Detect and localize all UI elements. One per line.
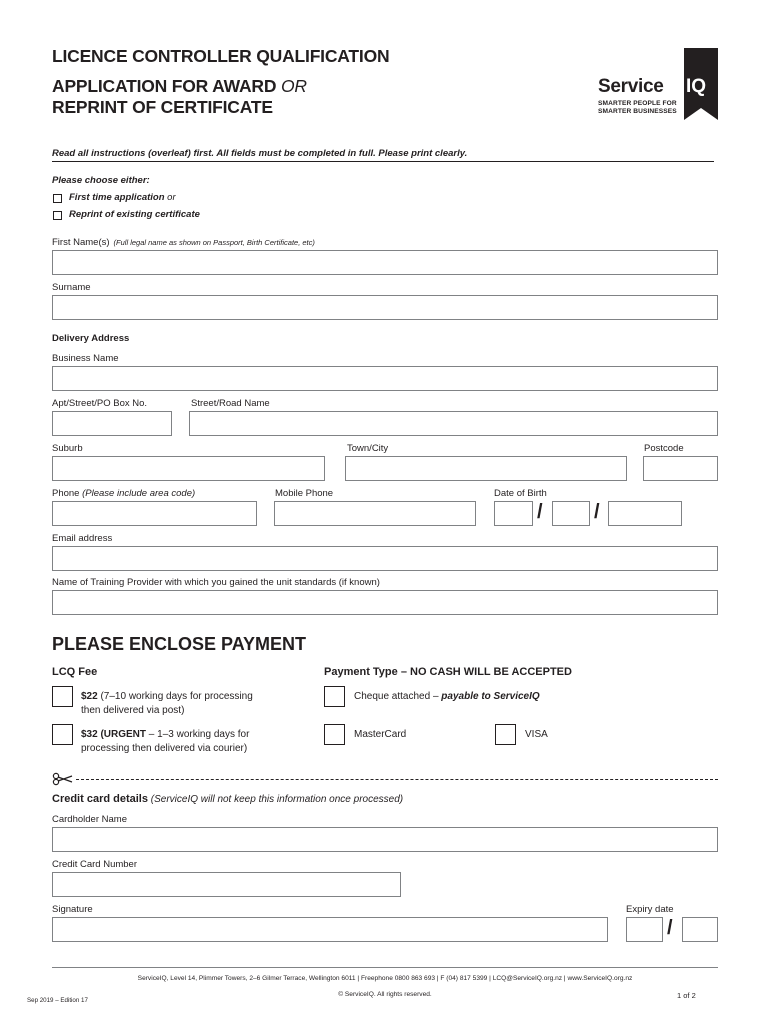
business-name-label: Business Name [52, 353, 119, 364]
phone-text: Phone [52, 488, 83, 499]
surname-input[interactable] [52, 295, 718, 320]
postcode-label: Postcode [644, 443, 684, 454]
street-input[interactable] [189, 411, 718, 436]
cheque-payable: payable to ServiceIQ [441, 691, 540, 702]
footer-rule [52, 967, 718, 968]
first-name-label [52, 237, 315, 248]
town-input[interactable] [345, 456, 627, 481]
expiry-label: Expiry date [626, 904, 674, 915]
expiry-year-input[interactable] [682, 917, 718, 942]
form-title-line1: LICENCE CONTROLLER QUALIFICATION [52, 46, 390, 66]
credit-heading-note: (ServiceIQ will not keep this information once processed) [147, 794, 404, 805]
visa-label: VISA [525, 729, 548, 740]
dob-separator-2: / [594, 501, 600, 523]
street-label: Street/Road Name [191, 398, 270, 409]
email-label: Email address [52, 533, 113, 544]
cut-line [52, 772, 718, 786]
fee-32-line2: processing then delivered via courier) [81, 743, 248, 754]
signature-label: Signature [52, 904, 93, 915]
suburb-input[interactable] [52, 456, 325, 481]
footer-rights: © ServiceIQ. All rights reserved. [338, 991, 432, 998]
instructions-rule [52, 161, 714, 162]
apt-label: Apt/Street/PO Box No. [52, 398, 148, 409]
training-provider-label: Name of Training Provider with which you gained the unit standards (if known) [52, 577, 380, 588]
mobile-label: Mobile Phone [275, 488, 334, 499]
lcq-fee-heading: LCQ Fee [52, 666, 98, 678]
expiry-separator: / [667, 917, 673, 939]
business-name-input[interactable] [52, 366, 718, 391]
fee-22-line1: (7–10 working days for processing [97, 691, 253, 702]
mastercard-checkbox[interactable] [324, 724, 345, 745]
dob-label: Date of Birth [494, 488, 547, 499]
first-time-or: or [164, 192, 176, 203]
payment-heading: PLEASE ENCLOSE PAYMENT [52, 634, 307, 654]
apt-input[interactable] [52, 411, 172, 436]
first-name-text: First Name(s) [52, 237, 110, 248]
payment-type-heading: Payment Type – NO CASH WILL BE ACCEPTED [324, 666, 572, 678]
first-name-input[interactable] [52, 250, 718, 275]
logo-brand-iq: IQ [686, 76, 707, 97]
first-time-checkbox[interactable] [53, 194, 62, 203]
scissors-icon [52, 772, 74, 786]
choose-prompt: Please choose either: [52, 175, 150, 186]
fee-32-checkbox[interactable] [52, 724, 73, 745]
cheque-text: Cheque attached – [354, 691, 442, 702]
dob-month-input[interactable] [552, 501, 590, 526]
phone-hint: (Please include area code) [82, 488, 196, 499]
fee-22-checkbox[interactable] [52, 686, 73, 707]
cheque-checkbox[interactable] [324, 686, 345, 707]
dob-separator-1: / [537, 501, 543, 523]
cardholder-input[interactable] [52, 827, 718, 852]
fee-32-line1: – 1–3 working days for [146, 729, 250, 740]
first-name-hint: (Full legal name as shown on Passport, Birth Certificate, etc) [113, 238, 315, 247]
fee-32-label [81, 728, 249, 756]
reprint-checkbox[interactable] [53, 211, 62, 220]
serviceiq-logo [598, 48, 720, 120]
title-or: OR [280, 76, 307, 96]
suburb-label: Suburb [52, 443, 83, 454]
cardholder-label: Cardholder Name [52, 814, 127, 825]
fee-22-label [81, 690, 253, 718]
footer-address: ServiceIQ, Level 14, Plimmer Towers, 2–6 Gilmer Terrace, Wellington 6011 | Freephone 0800 863 693 | F (04) 817 5399 | LCQ@ServiceIQ.org.nz | www.ServiceIQ.org.nz [137, 975, 633, 982]
dob-day-input[interactable] [494, 501, 533, 526]
logo-brand: Service [598, 76, 664, 97]
logo-tagline [598, 100, 688, 116]
form-title-line3: REPRINT OF CERTIFICATE [52, 97, 273, 117]
reprint-label: Reprint of existing certificate [69, 209, 200, 220]
surname-label: Surname [52, 282, 91, 293]
page-number: 1 of 2 [677, 991, 696, 1000]
training-provider-input[interactable] [52, 590, 718, 615]
phone-label [52, 488, 195, 499]
title-award: APPLICATION FOR AWARD [52, 76, 281, 96]
credit-card-heading [52, 793, 403, 805]
signature-input[interactable] [52, 917, 608, 942]
expiry-month-input[interactable] [626, 917, 663, 942]
dob-year-input[interactable] [608, 501, 682, 526]
logo-ribbon-notch [684, 108, 718, 120]
form-title-line2 [52, 76, 307, 97]
fee-22-amount: $22 [81, 691, 98, 702]
credit-heading-text: Credit card details [52, 793, 148, 805]
footer-edition: Sep 2019 – Edition 17 [27, 997, 88, 1004]
fee-32-amount: $32 (URGENT [81, 729, 147, 740]
first-time-text: First time application [69, 192, 165, 203]
cheque-label [354, 690, 540, 704]
logo-tagline-1: SMARTER PEOPLE FOR [598, 100, 677, 107]
instructions: Read all instructions (overleaf) first. All fields must be completed in full. Please print clearly. [52, 148, 468, 159]
email-input[interactable] [52, 546, 718, 571]
visa-checkbox[interactable] [495, 724, 516, 745]
cut-dashes [76, 779, 718, 780]
mobile-input[interactable] [274, 501, 476, 526]
first-time-label [69, 192, 176, 203]
postcode-input[interactable] [643, 456, 718, 481]
card-number-input[interactable] [52, 872, 401, 897]
delivery-address-heading: Delivery Address [52, 333, 130, 344]
card-number-label: Credit Card Number [52, 859, 137, 870]
fee-22-line2: then delivered via post) [81, 705, 185, 716]
town-label: Town/City [347, 443, 389, 454]
mastercard-label: MasterCard [354, 729, 407, 740]
logo-tagline-2: SMARTER BUSINESSES [598, 108, 677, 115]
phone-input[interactable] [52, 501, 257, 526]
